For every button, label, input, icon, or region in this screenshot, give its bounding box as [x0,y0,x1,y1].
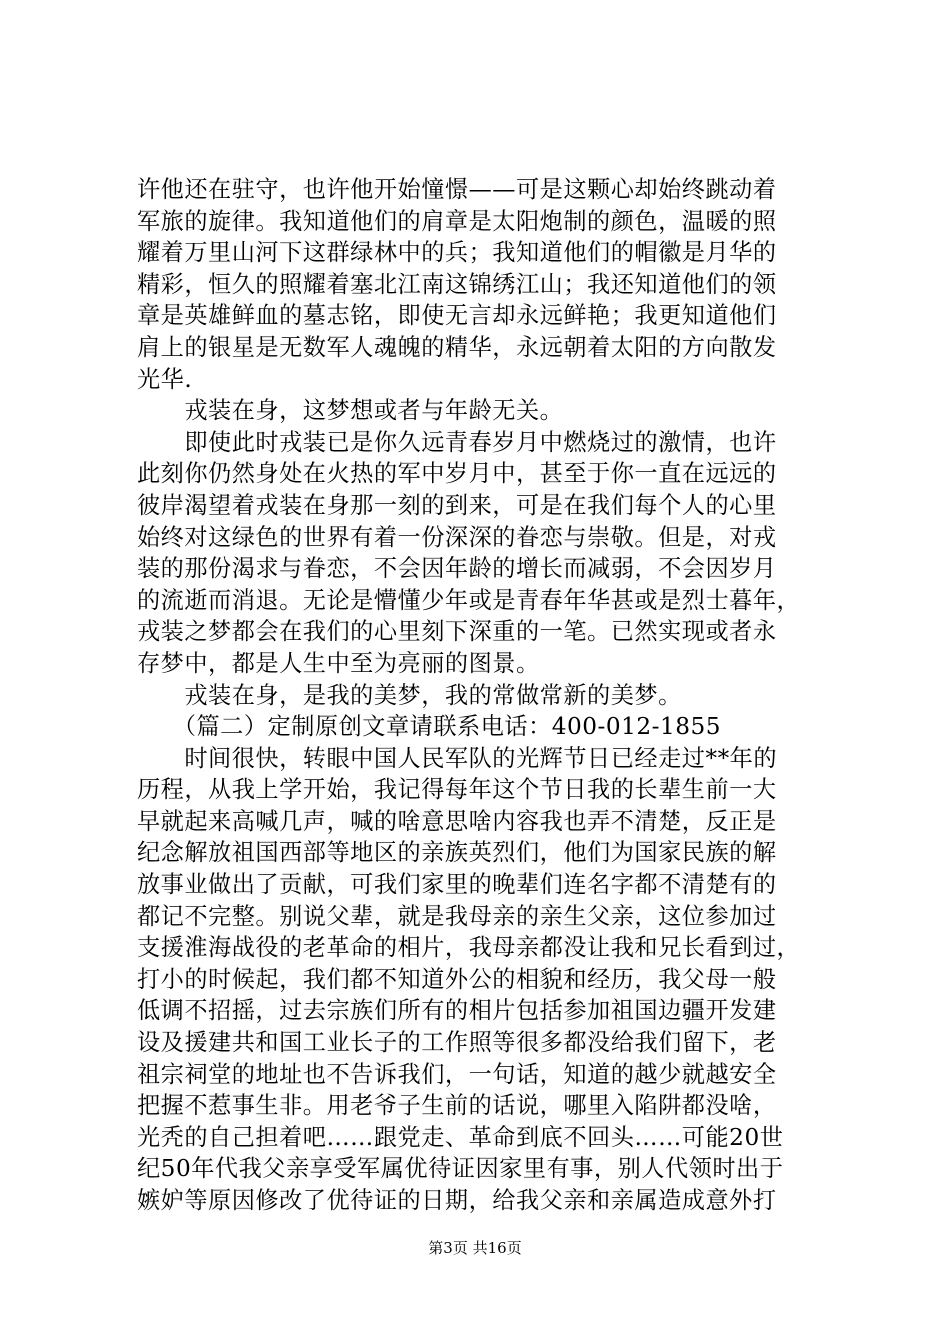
text-line: 肩上的银星是无数军人魂魄的精华，永远朝着太阳的方向散发 [137,333,777,361]
text-line: 戎装在身，这梦想或者与年龄无关。 [137,397,564,425]
text-line: 打小的时候起，我们都不知道外公的相貌和经历，我父母一般 [137,965,777,993]
text-line: 的流逝而消退。无论是懵懂少年或是青春年华甚或是烈士暮年， [137,586,801,614]
text-line: 即使此时戎装已是你久远青春岁月中燃烧过的激情，也许 [137,428,777,456]
text-line: 章是英雄鲜血的墓志铭，即使无言却永远鲜艳；我更知道他们 [137,302,777,330]
text-line: 历程，从我上学开始，我记得每年这个节日我的长辈生前一大 [137,776,777,804]
text-line: 军旅的旋律。我知道他们的肩章是太阳炮制的颜色，温暖的照 [137,207,777,235]
text-line: 装的那份渴求与眷恋，不会因年龄的增长而减弱，不会因岁月 [137,555,777,583]
text-line: 纪念解放祖国西部等地区的亲族英烈们，他们为国家民族的解 [137,839,777,867]
text-line: 戎装在身，是我的美梦，我的常做常新的美梦。 [137,681,682,709]
text-line: 纪50年代我父亲享受军属优待证因家里有事，别人代领时出于 [137,1155,784,1183]
text-line: 戎装之梦都会在我们的心里刻下深重的一笔。已然实现或者永 [137,618,777,646]
text-line: 设及援建共和国工业长子的工作照等很多都没给我们留下，老 [137,1029,777,1057]
text-line: 许他还在驻守，也许他开始憧憬——可是这颗心却始终跳动着 [137,176,777,203]
text-line: 早就起来高喊几声，喊的啥意思啥内容我也弄不清楚，反正是 [137,807,777,835]
text-line: 低调不招摇，过去宗族们所有的相片包括参加祖国边疆开发建 [137,997,777,1025]
text-line: 放事业做出了贡献，可我们家里的晚辈们连名字都不清楚有的 [137,871,777,899]
text-line: 耀着万里山河下这群绿林中的兵；我知道他们的帽徽是月华的 [137,239,777,267]
page-footer: 第3页 共16页 [428,1239,522,1257]
text-line: 都记不完整。别说父辈，就是我母亲的亲生父亲，这位参加过 [137,902,777,930]
text-line: 光秃的自己担着吧……跟党走、革命到底不回头……可能20世 [137,1123,784,1151]
text-line: 彼岸渴望着戎装在身那一刻的到来，可是在我们每个人的心里 [137,491,777,519]
text-line: 始终对这绿色的世界有着一份深深的眷恋与崇敬。但是，对戎 [137,523,777,551]
text-line: 支援淮海战役的老革命的相片，我母亲都没让我和兄长看到过， [137,934,801,962]
text-line: 精彩，恒久的照耀着塞北江南这锦绣江山；我还知道他们的领 [137,270,777,298]
text-line: 时间很快，转眼中国人民军队的光辉节日已经走过**年的 [137,744,778,772]
text-line: 把握不惹事生非。用老爷子生前的话说，哪里入陷阱都没啥， [137,1092,777,1120]
text-line: 存梦中，都是人生中至为亮丽的图景。 [137,649,540,677]
text-line: 光华. [137,365,193,393]
text-line: 祖宗祠堂的地址也不告诉我们，一句话，知道的越少就越安全 [137,1060,777,1088]
text-line: 此刻你仍然身处在火热的军中岁月中，甚至于你一直在远远的 [137,460,777,488]
text-line: （篇二）定制原创文章请联系电话：400-012-1855 [137,713,721,741]
body-text [137,174,837,1217]
text-line: 嫉妒等原因修改了优待证的日期，给我父亲和亲属造成意外打 [137,1187,777,1214]
